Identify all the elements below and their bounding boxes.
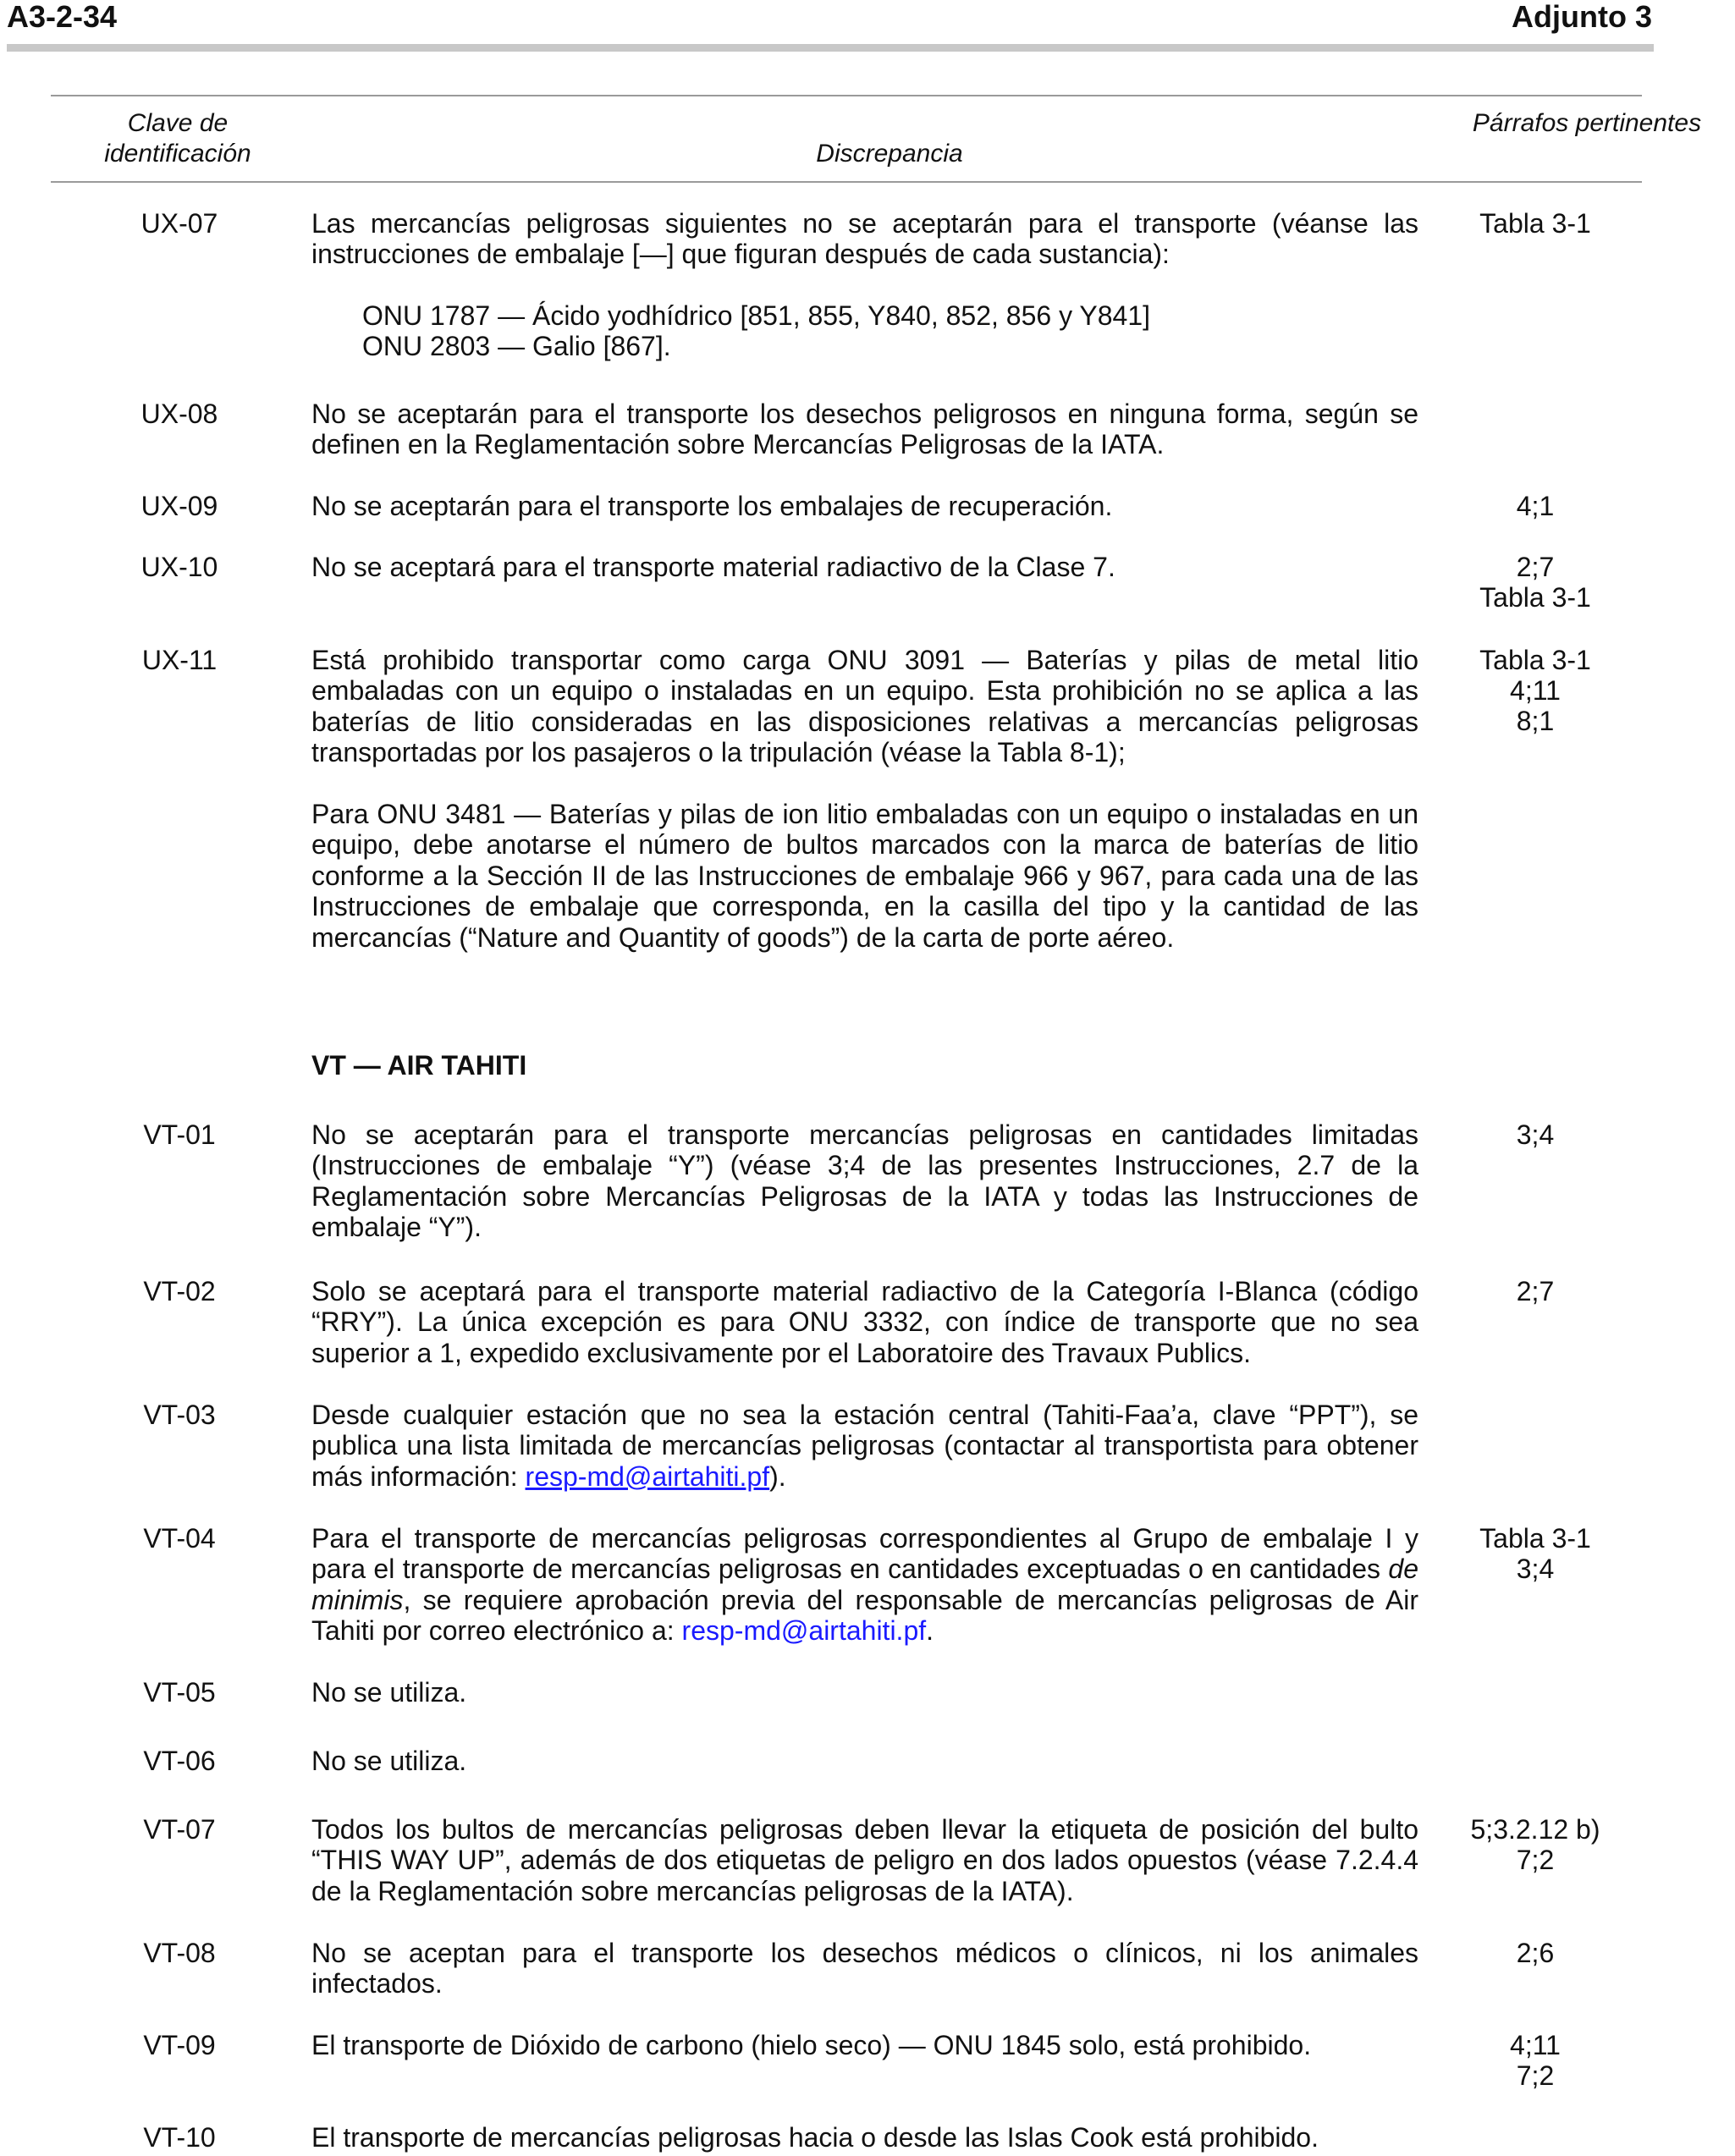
- row-key: UX-11: [141, 645, 218, 675]
- email-link[interactable]: resp-md@airtahiti.pf: [525, 1460, 770, 1492]
- paragraph-ref: 8;1: [1516, 706, 1555, 736]
- paragraph-ref: 4;11: [1510, 675, 1561, 706]
- paragraph-ref: 4;11: [1510, 2030, 1561, 2060]
- row-discrepancy: Todos los bultos de mercancías peligrosas deben llevar la etiqueta de posición del bulto “THIS WAY UP”, además de dos etiquetas de peligro en dos lados opuestos (véase 7.2.4.4 de la Reglamentación sobre mercancías peligrosas de la IATA).: [311, 1814, 1418, 1906]
- row-discrepancy: No se utiliza.: [311, 1677, 467, 1708]
- row-key: VT-10: [143, 2122, 216, 2153]
- paragraph-ref: 2;6: [1516, 1938, 1555, 1968]
- row-key: VT-07: [143, 1814, 216, 1845]
- row-paragraphs: [1395, 1119, 1676, 1150]
- row-discrepancy: [311, 1400, 1418, 1492]
- row-discrepancy: No se aceptan para el transporte los desechos médicos o clínicos, ni los animales infectados.: [311, 1938, 1418, 1999]
- column-header-discrepancy: Discrepancia: [816, 140, 963, 168]
- paragraph-ref: Tabla 3-1: [1479, 208, 1591, 239]
- row-paragraphs: [1395, 491, 1676, 521]
- row-paragraphs: [1395, 1276, 1676, 1306]
- row-paragraphs: [1395, 208, 1676, 239]
- paragraph-ref: 7;2: [1516, 2060, 1555, 2091]
- discrepancy-text: Desde cualquier estación que no sea la estación central (Tahiti-Faa’a, clave “PPT”), se publica una lista limitada de mercancías peligrosas (contactar al transportista para obtener más información:: [311, 1400, 1418, 1492]
- row-discrepancy: No se aceptará para el transporte material radiactivo de la Clase 7.: [311, 552, 1115, 582]
- row-key: UX-09: [140, 491, 218, 521]
- row-discrepancy: No se utiliza.: [311, 1746, 467, 1776]
- paragraph-ref: Tabla 3-1: [1479, 1523, 1591, 1554]
- row-discrepancy: No se aceptarán para el transporte los desechos peligrosos en ninguna forma, según se definen en la Reglamentación sobre Mercancías Peligrosas de la IATA.: [311, 399, 1418, 460]
- paragraph-ref: Tabla 3-1: [1479, 582, 1591, 613]
- list-item: ONU 1787 — Ácido yodhídrico [851, 855, Y840, 852, 856 y Y841]: [362, 300, 1150, 331]
- paragraph-ref: 5;3.2.12 b): [1470, 1814, 1600, 1845]
- row-discrepancy: [311, 1523, 1418, 1647]
- discrepancy-text: Para el transporte de mercancías peligrosas correspondientes al Grupo de embalaje I y para el transporte de mercancías peligrosas en cantidades exceptuadas o en cantidades: [311, 1523, 1418, 1585]
- attachment-label: Adjunto 3: [1512, 0, 1652, 34]
- paragraph-ref: 2;7: [1516, 1276, 1555, 1306]
- row-paragraphs: [1395, 2030, 1676, 2091]
- paragraph-ref: 3;4: [1516, 1554, 1555, 1584]
- row-discrepancy: Las mercancías peligrosas siguientes no se aceptarán para el transporte (véanse las instrucciones de embalaje [—] que figuran después de cada sustancia):: [311, 208, 1418, 270]
- row-paragraphs: [1395, 1938, 1676, 1968]
- row-key: VT-09: [143, 2030, 216, 2060]
- row-paragraphs: [1395, 1523, 1676, 1584]
- row-discrepancy: El transporte de Dióxido de carbono (hielo seco) — ONU 1845 solo, está prohibido.: [311, 2030, 1312, 2060]
- italic-term: de minimis: [311, 1554, 1418, 1615]
- email-link[interactable]: resp-md@airtahiti.pf: [681, 1615, 927, 1647]
- row-discrepancy: Está prohibido transportar como carga ONU 3091 — Baterías y pilas de metal litio embaladas con un equipo o instaladas en un equipo. Esta prohibición no se aplica a las baterías de litio consideradas en las disposiciones relativas a mercancías peligrosas transportadas por los pasajeros o la tripulación (véase la Tabla 8-1);: [311, 645, 1418, 768]
- page-number: A3-2-34: [7, 0, 118, 34]
- paragraph-ref: 3;4: [1516, 1119, 1555, 1150]
- row-key: VT-04: [143, 1523, 216, 1554]
- row-paragraphs: [1395, 645, 1676, 736]
- list-item: ONU 2803 — Galio [867].: [362, 331, 671, 361]
- discrepancy-text-end: ).: [769, 1460, 786, 1492]
- row-paragraphs: [1395, 552, 1676, 613]
- discrepancy-text: , se requiere aprobación previa del responsable de mercancías peligrosas de Air Tahiti por correo electrónico a:: [311, 1584, 1418, 1647]
- row-discrepancy: El transporte de mercancías peligrosas hacia o desde las Islas Cook está prohibido.: [311, 2122, 1319, 2153]
- column-header-key: Clave de identificación: [104, 109, 251, 168]
- row-key: UX-07: [140, 208, 218, 239]
- row-key: VT-01: [143, 1119, 216, 1150]
- row-discrepancy: Solo se aceptará para el transporte material radiactivo de la Categoría I-Blanca (código “RRY”). La única excepción es para ONU 3332, con índice de transporte que no sea superior a 1, expedido exclusivamente por el Laboratoire des Travaux Publics.: [311, 1276, 1418, 1368]
- row-key: VT-06: [143, 1746, 216, 1776]
- row-key: UX-08: [140, 399, 218, 429]
- row-key: UX-10: [140, 552, 218, 582]
- section-heading: VT — AIR TAHITI: [311, 1050, 527, 1081]
- row-discrepancy-continued: Para ONU 3481 — Baterías y pilas de ion litio embaladas con un equipo o instaladas en un equipo, debe anotarse el número de bultos marcados con la marca de baterías de litio conforme a la Sección II de las Instrucciones de embalaje 966 y 967, para cada una de las Instrucciones de embalaje que corresponda, en la casilla del tipo y la cantidad de las mercancías (“Nature and Quantity of goods”) de la carta de porte aéreo.: [311, 799, 1418, 953]
- row-paragraphs: [1395, 1814, 1676, 1875]
- row-key: VT-05: [143, 1677, 216, 1708]
- row-key: VT-03: [143, 1400, 216, 1430]
- column-header-paragraphs: Párrafos pertinentes: [1472, 109, 1702, 137]
- row-discrepancy: No se aceptarán para el transporte los embalajes de recuperación.: [311, 491, 1113, 521]
- paragraph-ref: 2;7: [1516, 552, 1555, 582]
- discrepancy-text-end: .: [926, 1615, 934, 1647]
- paragraph-ref: 4;1: [1516, 491, 1555, 521]
- row-key: VT-02: [143, 1276, 216, 1306]
- row-discrepancy: No se aceptarán para el transporte mercancías peligrosas en cantidades limitadas (Instrucciones de embalaje “Y”) (véase 3;4 de las presentes Instrucciones, 2.7 de la Reglamentación sobre Mercancías Peligrosas de la IATA y todas las Instrucciones de embalaje “Y”).: [311, 1119, 1418, 1243]
- paragraph-ref: 7;2: [1516, 1845, 1555, 1875]
- paragraph-ref: Tabla 3-1: [1479, 645, 1591, 675]
- row-key: VT-08: [143, 1938, 216, 1968]
